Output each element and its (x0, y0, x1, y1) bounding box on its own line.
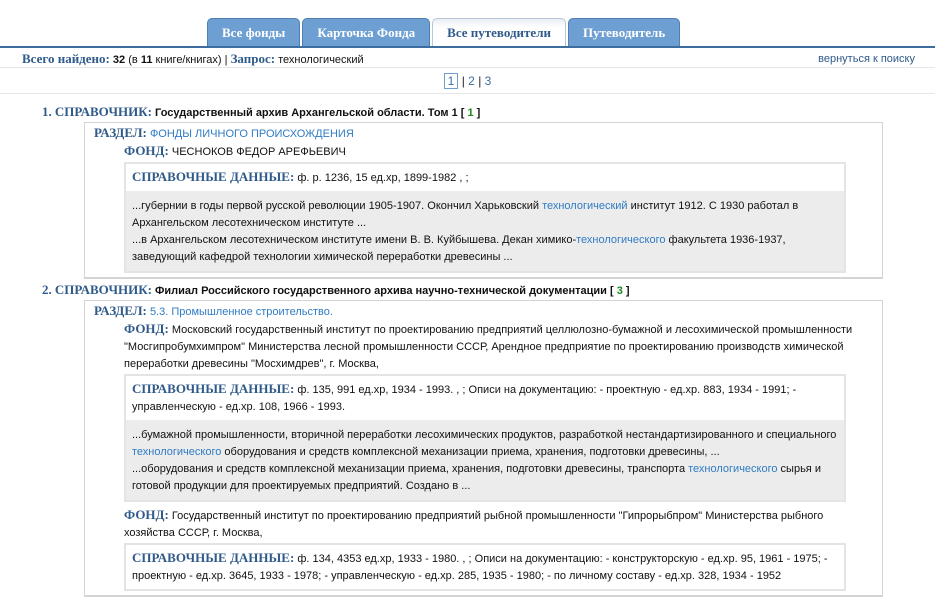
reference-text: ф. р. 1236, 15 ед.хр, 1899-1982 , ; (297, 172, 469, 184)
fund-name[interactable]: ЧЕСНОКОВ ФЕДОР АРЕФЬЕВИЧ (171, 146, 346, 158)
result-heading: 1. СПРАВОЧНИК: Государственный архив Архангельской области. Том 1 [ 1 ] (42, 104, 481, 119)
match-count: 1 (467, 107, 474, 119)
tab-all-guides[interactable]: Все путеводители (432, 18, 566, 48)
section-link[interactable]: 5.3. Промышленное строительство. (149, 306, 333, 318)
highlight-term[interactable]: технологического (688, 463, 778, 475)
section: РАЗДЕЛ: 5.3. Промышленное строительство. (94, 303, 333, 318)
pagination: 1 | 2 | 3 (0, 73, 935, 89)
book-count: 11 (140, 54, 153, 66)
section: РАЗДЕЛ: ФОНДЫ ЛИЧНОГО ПРОИСХОЖДЕНИЯ (94, 125, 354, 140)
highlight-term[interactable]: технологического (576, 234, 666, 246)
result-box (84, 300, 883, 597)
highlight-term[interactable]: технологического (132, 446, 222, 458)
reference-text: ф. 135, 991 ед.хр, 1934 - 1993. , ; Описи на документацию: - проектную - ед.хр. 883, 1934 - 1991; - управленческую - ед.хр. 108, 1966 - 1993. (132, 384, 797, 413)
snippet: ...губернии в годы первой русской революции 1905-1907. Окончил Харьковский технологический институт 1912. С 1930 работал в Архангельском лесотехническом институте ... (132, 200, 799, 229)
divider (0, 67, 935, 68)
snippet: ...бумажной промышленности, вторичной переработки лесохимических продуктов, разработкой нестандартизированного и специального технологического оборудования и средств комплексной механизации приема, хранения, подготовки древесины, ... (132, 429, 837, 458)
page-link[interactable]: 3 (484, 74, 492, 88)
fund: ФОНД: Московский государственный институт по проектированию предприятий целлюлозно-бумажной и лесохимической промышленности "Мосгипробумхимпром" Министерства лесной промышленности СССР, Арендное предприятие по проектированию производств химической переработки древесины "Мосхимдрев", г. Москва, (124, 321, 853, 370)
snippet: ...оборудования и средств комплексной механизации приема, хранения, подготовки древесины, транспорта технологического сырья и готовой продукции для проектируемых предприятий. Создано в ... (132, 463, 821, 492)
tab-guide[interactable]: Путеводитель (568, 18, 680, 46)
found-count: 32 (112, 54, 126, 66)
match-count: 3 (616, 285, 623, 297)
fund-name[interactable]: Московский государственный институт по проектированию предприятий целлюлозно-бумажной и лесохимической промышленности "Мосгипробумхимпром" Министерства лесной промышленности СССР, Арендное предприятие по проектированию производств химической переработки древесины "Мосхимдрев", г. Москва, (124, 324, 853, 370)
reference-data: СПРАВОЧНЫЕ ДАННЫЕ: ф. р. 1236, 15 ед.хр, 1899-1982 , ; ...губернии в годы первой русской революции 1905-1907. Окончил Харьковский технологический институт 1912. С 1930 работал в Архангельском лесотехническом институте ... ...в Архангельском лесотехническом институте имени В. В. Куйбышева. Декан химико-технологического факультета 1936-1937, заведующий кафедрой технологии химической переработки древесины ... (124, 162, 846, 273)
guide-title[interactable]: Филиал Российского государственного архива научно-технической документации (155, 285, 607, 297)
results-list (0, 104, 935, 597)
result-box (84, 122, 883, 279)
tab-bar (207, 18, 680, 46)
section-link[interactable]: ФОНДЫ ЛИЧНОГО ПРОИСХОЖДЕНИЯ (149, 128, 354, 140)
divider (0, 93, 935, 94)
tab-all-funds[interactable]: Все фонды (207, 18, 300, 46)
page-current[interactable]: 1 (444, 73, 459, 89)
reference-text: ф. 134, 4353 ед.хр, 1933 - 1980. , ; Описи на документацию: - конструкторскую - ед.хр. 95, 1961 - 1975; - проектную - ед.хр. 3645, 1933 - 1978; - управленческую - ед.хр. 285, 1935 - 1980; - по личному составу - ед.хр. 328, 1934 - 1952 (132, 553, 828, 582)
fund-name[interactable]: Государственный институт по проектированию предприятий рыбной промышленности "Гипрорыбпром" Министерства рыбного хозяйства СССР, г. Москва, (124, 510, 824, 539)
tab-underline (0, 46, 935, 48)
query-text: технологический (278, 54, 364, 66)
guide-title[interactable]: Государственный архив Архангельской области. Том 1 (155, 107, 458, 119)
snippet: ...в Архангельском лесотехническом институте имени В. В. Куйбышева. Декан химико-технологического факультета 1936-1937, заведующий кафедрой технологии химической переработки древесины ... (132, 234, 786, 263)
reference-data: СПРАВОЧНЫЕ ДАННЫЕ: ф. 134, 4353 ед.хр, 1933 - 1980. , ; Описи на документацию: - конструкторскую - ед.хр. 95, 1961 - 1975; - проектную - ед.хр. 3645, 1933 - 1978; - управленческую - ед.хр. 285, 1935 - 1980; - по личному составу - ед.хр. 328, 1934 - 1952 (124, 543, 846, 591)
page-link[interactable]: 2 (468, 74, 475, 88)
reference-data: СПРАВОЧНЫЕ ДАННЫЕ: ф. 135, 991 ед.хр, 1934 - 1993. , ; Описи на документацию: - проектную - ед.хр. 883, 1934 - 1991; - управленческую - ед.хр. 108, 1966 - 1993. ...бумажной промышленности, вторичной переработки лесохимических продуктов, разработкой нестандартизированного и специального технологического оборудования и средств комплексной механизации приема, хранения, подготовки древесины, ... ...оборудования и средств комплексной механизации приема, хранения, подготовки древесины, транспорта технологического сырья и готовой продукции для проектируемых предприятий. Создано в ... (124, 374, 846, 502)
snippets (126, 420, 844, 500)
tab-fund-card[interactable]: Карточка Фонда (302, 18, 430, 46)
fund: ФОНД: ЧЕСНОКОВ ФЕДОР АРЕФЬЕВИЧ (124, 143, 346, 158)
search-summary: Всего найдено: 32 (в 11 книге/книгах) | Запрос: технологический (22, 51, 364, 66)
snippets (126, 191, 844, 271)
back-to-search-link[interactable]: вернуться к поиску (818, 53, 915, 65)
fund: ФОНД: Государственный институт по проектированию предприятий рыбной промышленности "Гипрорыбпром" Министерства рыбного хозяйства СССР, г. Москва, (124, 507, 824, 539)
result-heading: 2. СПРАВОЧНИК: Филиал Российского государственного архива научно-технической документации [ 3 ] (42, 282, 630, 297)
highlight-term[interactable]: технологический (542, 200, 628, 212)
